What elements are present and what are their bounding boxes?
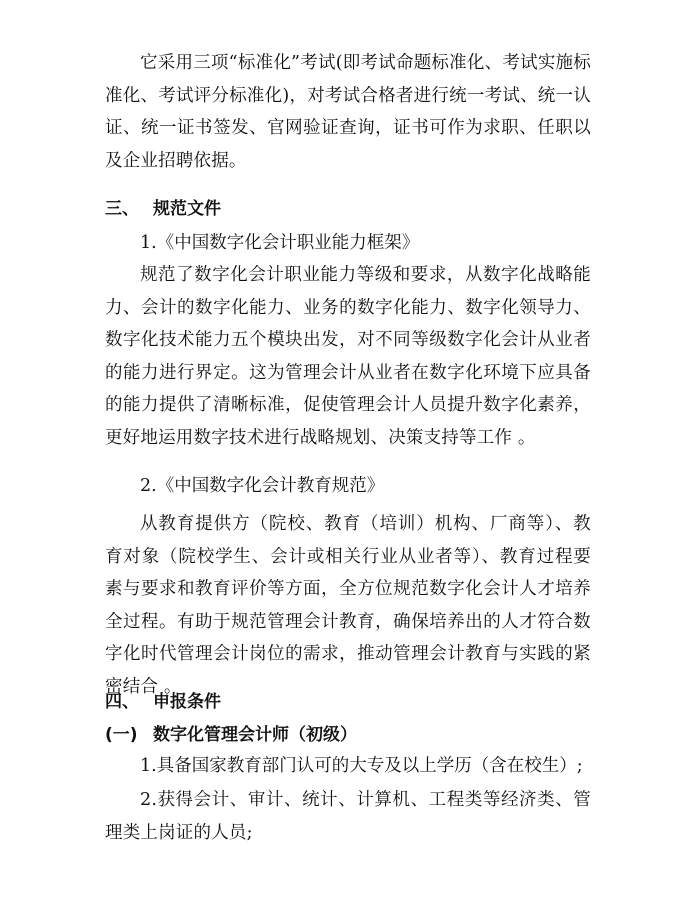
section-3-number: 三、 <box>105 199 139 219</box>
doc-2-body: 从教育提供方（院校、教育（培训）机构、厂商等）、教育对象（院校学生、会计或相关行业从业者等）、教育过程要素与要求和教育评价等方面，全方位规范数字化会计人才培养全过程。有助于规范管理会计教育，确保培养出的人才符合数字化时代管理会计岗位的需求，推动管理会计教育与实践的紧密结合 。 <box>105 514 591 697</box>
section-4-number: 四、 <box>105 692 139 712</box>
doc-2-title: 2.《中国数字化会计教育规范》 <box>140 476 385 496</box>
section-4-title: 申报条件 <box>153 692 221 712</box>
doc-1-title: 1.《中国数字化会计职业能力框架》 <box>140 233 420 253</box>
condition-item-1: 1.具备国家教育部门认可的大专及以上学历（含在校生）; <box>140 756 583 776</box>
subsection-1-number: (一) <box>105 725 138 745</box>
subsection-1-title: 数字化管理会计师（初级） <box>153 725 357 745</box>
section-4-heading <box>105 687 221 712</box>
condition-item-2: 2.获得会计、审计、统计、计算机、工程类等经济类、管理类上岗证的人员; <box>105 790 591 843</box>
section-3-title: 规范文件 <box>153 199 221 219</box>
section-3-heading <box>105 194 221 219</box>
subsection-1-heading <box>105 720 357 745</box>
doc-1-body: 规范了数字化会计职业能力等级和要求，从数字化战略能力、会计的数字化能力、业务的数字化能力、数字化领导力、数字化技术能力五个模块出发，对不同等级数字化会计从业者的能力进行界定。这为管理会计从业者在数字化环境下应具备的能力提供了清晰标准，促使管理会计人员提升数字化素养，更好地运用数字技术进行战略规划、决策支持等工作 。 <box>105 265 591 448</box>
intro-paragraph: 它采用三项“标准化”考试(即考试命题标准化、考试实施标准化、考试评分标准化)，对考试合格者进行统一考试、统一认证、统一证书签发、官网验证查询，证书可作为求职、任职以及企业招聘依据。 <box>105 53 591 171</box>
